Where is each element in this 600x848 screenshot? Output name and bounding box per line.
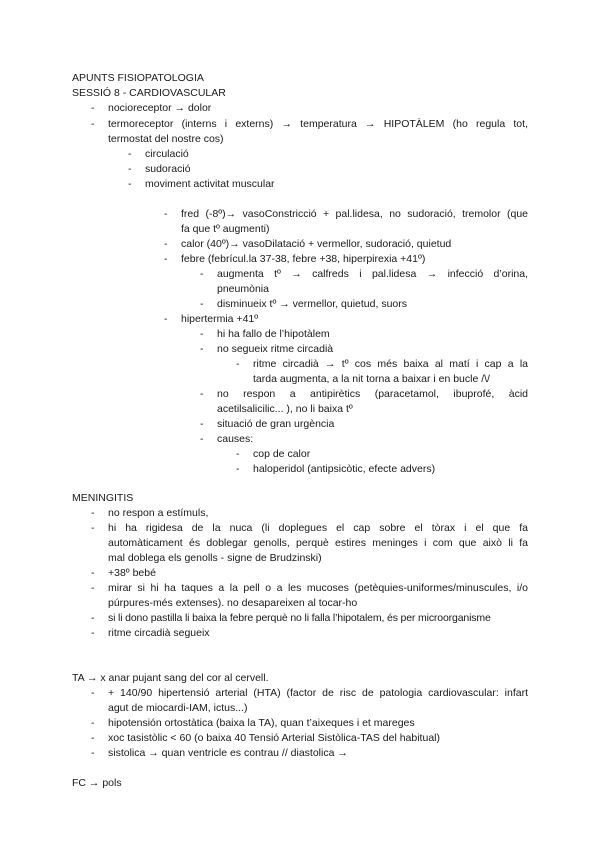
list-item-calor: calor (40º)→ vasoDilatació + vermellor, sudoració, quietud: [181, 238, 452, 250]
list-item-ritme-circadia: ritme circadià → tº cos més baixa al matí i cap a la: [253, 358, 528, 370]
bullet-dash: -: [200, 418, 204, 430]
list-item-meningitis-rigidesa-cont: automàticament és doblegar genolls, perquè estires meninges i com que això li fa: [108, 537, 528, 549]
list-item-fred: fred (-8º)→ vasoConstricció + pal.lidesa, no sudoració, tremolor (que: [181, 208, 528, 220]
list-item-sudoracio: sudoració: [145, 163, 191, 175]
list-item-cop-calor: cop de calor: [253, 448, 311, 460]
session-title: SESSIÓ 8 - CARDIOVASCULAR: [72, 87, 226, 99]
bullet-dash: -: [91, 118, 95, 130]
bullet-dash: -: [200, 268, 204, 280]
list-item-hipertermia: hipertermia +41º: [181, 313, 259, 325]
bullet-dash: -: [128, 148, 132, 160]
bullet-dash: -: [128, 163, 132, 175]
list-item-febre: febre (febrícul.la 37-38, febre +38, hiperpirexia +41º): [181, 253, 426, 265]
section-heading-fc: FC → pols: [72, 777, 122, 789]
bullet-dash: -: [91, 717, 95, 729]
list-item-meningitis-taques-cont: púrpures-més extenses). no desapareixen al tocar-ho: [108, 597, 358, 609]
bullet-dash: -: [91, 627, 95, 639]
list-item-hiper-ritme: no segueix ritme circadià: [217, 343, 334, 355]
list-item-ta-hta-cont: agut de miocardi-IAM, ictus...): [108, 702, 248, 714]
list-item-ta-sistolica: sistolica → quan ventricle es contrau // diastolica →: [108, 747, 348, 759]
list-item-fred-cont: fa que tº augmenti): [181, 223, 270, 235]
list-item-meningitis-taques: mirar si hi ha taques a la pell o a les mucoses (petèquies-uniformes/minuscules, i/o: [108, 582, 528, 594]
bullet-dash: -: [236, 463, 240, 475]
bullet-dash: -: [164, 238, 168, 250]
list-item-meningitis-rigidesa-cont2: mal doblega els genolls - signe de Brudzinski): [108, 552, 322, 564]
bullet-dash: -: [236, 358, 240, 370]
list-item-meningitis-rigidesa: hi ha rigidesa de la nuca (li doplegues el cap sobre el tòrax i el que fa: [108, 522, 528, 534]
list-item-nociceptor: nocioreceptor → dolor: [108, 102, 212, 114]
list-item-haloperidol: haloperidol (antipsicòtic, efecte advers): [253, 463, 436, 475]
list-item-febre-disminueix: disminueix tº → vermellor, quietud, suors: [217, 298, 407, 310]
bullet-dash: -: [91, 507, 95, 519]
bullet-dash: -: [91, 522, 95, 534]
bullet-dash: -: [200, 298, 204, 310]
bullet-dash: -: [91, 687, 95, 699]
section-heading-meningitis: MENINGITIS: [72, 492, 134, 504]
bullet-dash: -: [164, 313, 168, 325]
list-item-meningitis-bebe: +38º bebé: [108, 567, 156, 579]
bullet-dash: -: [200, 433, 204, 445]
list-item-urgencia: situació de gran urgència: [217, 418, 335, 430]
bullet-dash: -: [164, 253, 168, 265]
bullet-dash: -: [91, 582, 95, 594]
document-title: APUNTS FISIOPATOLOGIA: [72, 72, 204, 84]
list-item-meningitis-estimuls: no respon a estímuls,: [108, 507, 209, 519]
list-item-febre-augmenta-cont: pneumònia: [217, 283, 269, 295]
bullet-dash: -: [91, 612, 95, 624]
list-item-febre-augmenta: augmenta tº → calfreds i pal.lidesa → infecció d’orina,: [217, 268, 528, 280]
bullet-dash: -: [91, 747, 95, 759]
bullet-dash: -: [128, 178, 132, 190]
list-item-meningitis-ritme: ritme circadià segueix: [108, 627, 210, 639]
bullet-dash: -: [200, 328, 204, 340]
bullet-dash: -: [91, 732, 95, 744]
bullet-dash: -: [91, 567, 95, 579]
list-item-ritme-circadia-cont: tarda augmenta, a la nit torna a baixar i en bucle /\/: [253, 373, 490, 385]
list-item-termoreceptor-cont: termostat del nostre cos): [108, 133, 224, 145]
bullet-dash: -: [164, 208, 168, 220]
list-item-antipiretics: no respon a antipirètics (paracetamol, ibuprofé, àcid: [217, 388, 528, 400]
bullet-dash: -: [91, 102, 95, 114]
section-heading-ta: TA → x anar pujant sang del cor al cervell.: [72, 672, 269, 684]
list-item-circulacio: circulació: [145, 148, 189, 160]
bullet-dash: -: [200, 343, 204, 355]
list-item-ta-hta: + 140/90 hipertensió arterial (HTA) (factor de risc de patologia cardiovascular: infart: [108, 687, 528, 699]
bullet-dash: -: [200, 388, 204, 400]
list-item-termoreceptor: termoreceptor (interns i externs) → temperatura → HIPOTÀLEM (ho regula tot,: [108, 118, 528, 130]
list-item-moviment: moviment activitat muscular: [145, 178, 275, 190]
list-item-antipiretics-cont: acetilsalicilic... ), no li baixa tº: [217, 403, 353, 415]
bullet-dash: -: [236, 448, 240, 460]
list-item-ta-xoc: xoc tasistòlic < 60 (o baixa 40 Tensió Arterial Sistòlica-TAS del habitual): [108, 732, 440, 744]
list-item-causes: causes:: [217, 433, 254, 445]
list-item-hiper-fallo: hi ha fallo de l’hipotàlem: [217, 328, 330, 340]
list-item-ta-hipotension: hipotensión ortostàtica (baixa la TA), quan t’aixeques i et mareges: [108, 717, 415, 729]
list-item-meningitis-pastilla: si li dono pastilla li baixa la febre perquè no li falla l’hipotalem, és per microorganisme: [108, 612, 491, 624]
